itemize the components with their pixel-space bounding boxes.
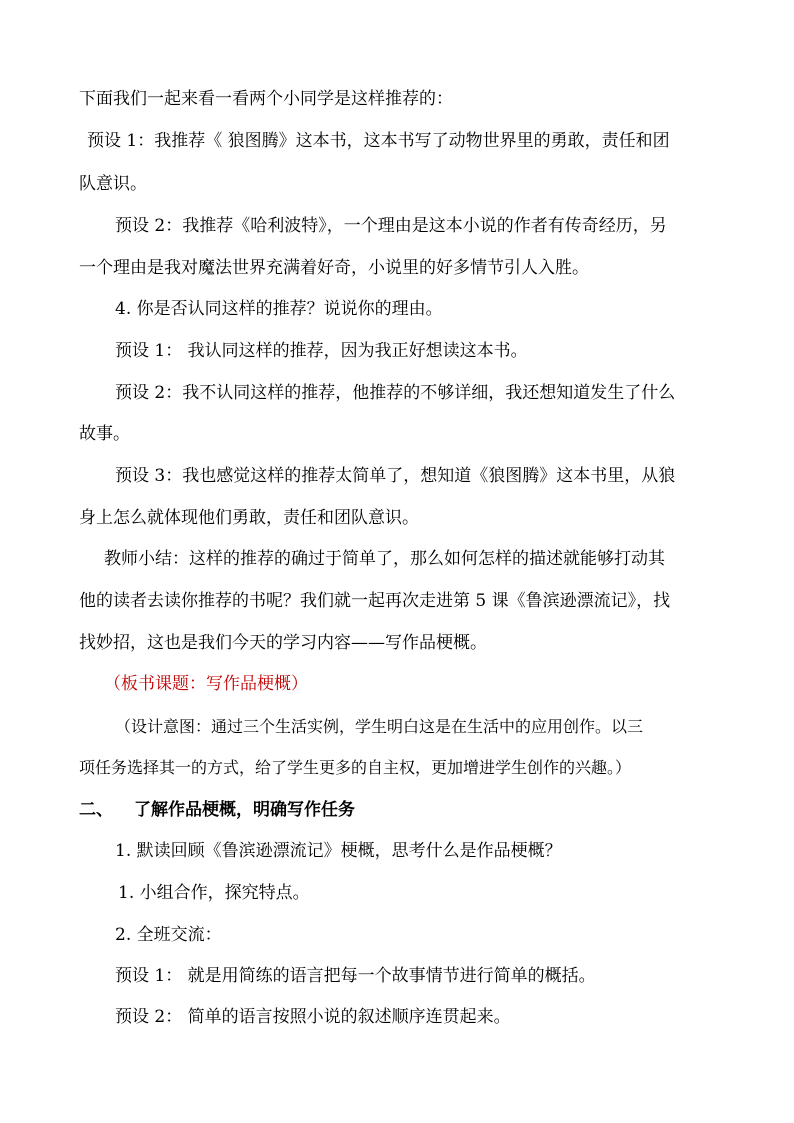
teacher-summary-line1: 教师小结：这样的推荐的确过于简单了，那么如何怎样的描述就能够打动其 bbox=[104, 549, 665, 569]
q4-preset2-line2: 故事。 bbox=[79, 424, 130, 444]
preset1-line2: 队意识。 bbox=[79, 174, 147, 194]
preset2-line2: 一个理由是我对魔法世界充满着好奇，小说里的好多情节引人入胜。 bbox=[79, 258, 589, 278]
section2-number: 二、 bbox=[79, 800, 113, 820]
question-4: 4. 你是否认同这样的推荐？说说你的理由。 bbox=[115, 299, 443, 319]
preset2-line1: 预设 2：我推荐《哈利波特》，一个理由是这本小说的作者有传奇经历，另 bbox=[115, 216, 667, 236]
q4-preset2-line1: 预设 2：我不认同这样的推荐，他推荐的不够详细，我还想知道发生了什么 bbox=[115, 383, 676, 403]
q4-preset3-line2: 身上怎么就体现他们勇敢，责任和团队意识。 bbox=[79, 508, 419, 528]
teacher-summary-line2: 他的读者去读你推荐的书呢？我们就一起再次走进第 5 课《鲁滨逊漂流记》，找 bbox=[79, 591, 671, 611]
step-2: 2. 全班交流： bbox=[115, 925, 222, 945]
teacher-summary-line3: 找妙招，这也是我们今天的学习内容——写作品梗概。 bbox=[79, 633, 487, 653]
intro-text: 下面我们一起来看一看两个小同学是这样推荐的： bbox=[79, 89, 453, 109]
design-intent-line1: （设计意图：通过三个生活实例，学生明白这是在生活中的应用创作。以三 bbox=[115, 717, 644, 736]
step2-preset1: 预设 1： 就是用简练的语言把每一个故事情节进行简单的概括。 bbox=[115, 966, 596, 986]
preset1-line1: 预设 1：我推荐《 狼图腾》这本书，这本书写了动物世界里的勇敢，责任和团 bbox=[87, 131, 670, 151]
q4-preset1: 预设 1： 我认同这样的推荐，因为我正好想读这本书。 bbox=[115, 341, 528, 361]
step2-preset2: 预设 2： 简单的语言按照小说的叙述顺序连贯起来。 bbox=[115, 1007, 511, 1027]
design-intent-line2: 项任务选择其一的方式，给了学生更多的自主权，更加增进学生创作的兴趣。） bbox=[79, 758, 632, 777]
q4-preset3-line1: 预设 3：我也感觉这样的推荐太简单了，想知道《狼图腾》这本书里，从狼 bbox=[115, 466, 676, 486]
step-1: 1. 默读回顾《鲁滨逊漂流记》梗概，思考什么是作品梗概？ bbox=[115, 841, 562, 861]
board-title: （板书课题：写作品梗概） bbox=[104, 674, 308, 694]
section2-title: 了解作品梗概，明确写作任务 bbox=[134, 800, 355, 820]
step-1b: 1. 小组合作，探究特点。 bbox=[118, 883, 310, 903]
